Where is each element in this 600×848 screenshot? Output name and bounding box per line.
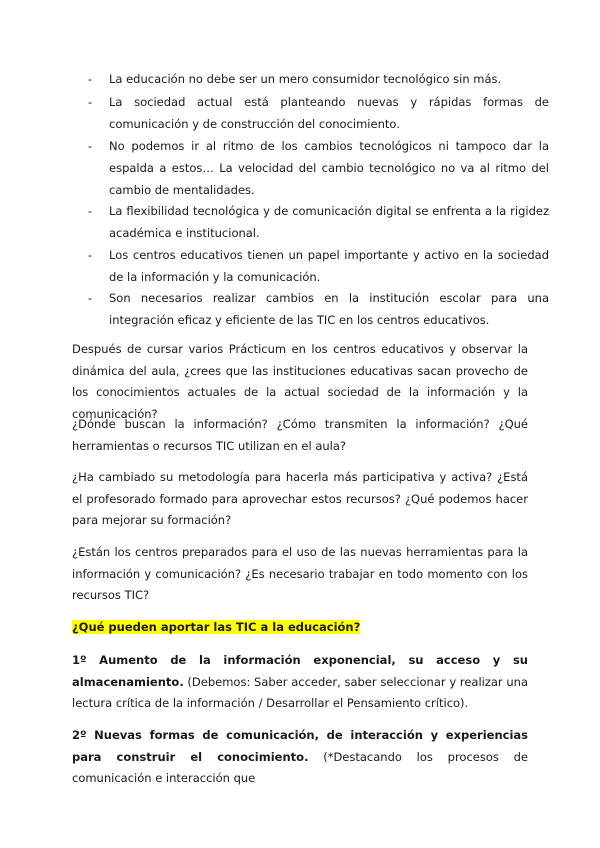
bullet-dash: -	[88, 139, 93, 153]
list-item	[88, 91, 549, 135]
bullet-text: Son necesarios realizar cambios en la institución escolar para una integración eficaz y eficiente de las TIC en los centros educativos.	[109, 291, 549, 327]
bullet-dash: -	[88, 248, 93, 262]
list-item	[88, 200, 549, 244]
list-item	[88, 287, 549, 331]
section-heading	[72, 617, 528, 639]
paragraph: Después de cursar varios Prácticum en los centros educativos y observar la dinámica del aula, ¿crees que las instituciones educativas sacan provecho de los conocimientos actuales de la actual sociedad de la información y la comunicación?	[72, 342, 528, 421]
bullet-dash: -	[88, 291, 93, 305]
list-item	[88, 244, 549, 288]
bullet-dash: -	[88, 95, 93, 109]
highlighted-heading: ¿Qué pueden aportar las TIC a la educación?	[72, 620, 361, 634]
point-1	[72, 650, 528, 715]
list-item	[88, 135, 549, 201]
point-2-title: 2º Nuevas formas de comunicación, de interacción y experiencias para construir el conocimiento.	[72, 728, 528, 764]
point-1-title: 1º Aumento de la información exponencial, su acceso y su almacenamiento.	[72, 653, 528, 689]
bullet-text: La flexibilidad tecnológica y de comunicación digital se enfrenta a la rigidez académica e institucional.	[109, 204, 549, 240]
bullet-text: La educación no debe ser un mero consumidor tecnológico sin más.	[109, 72, 502, 86]
bullet-dash: -	[88, 204, 93, 218]
paragraph: ¿Ha cambiado su metodología para hacerla más participativa y activa? ¿Está el profesorado formado para aprovechar estos recursos? ¿Qué podemos hacer para mejorar su formación?	[72, 470, 528, 527]
bullet-text: Los centros educativos tienen un papel importante y activo en la sociedad de la información y la comunicación.	[109, 248, 549, 284]
paragraph: ¿Dónde buscan la información? ¿Cómo transmiten la información? ¿Qué herramientas o recursos TIC utilizan en el aula?	[72, 417, 528, 453]
bullet-dash: -	[88, 72, 93, 86]
point-1-text: (Debemos: Saber acceder, saber seleccionar y realizar una lectura crítica de la información / Desarrollar el Pensamiento crítico).	[72, 674, 529, 710]
point-2-text: (*Destacando los procesos de comunicación e interacción que	[72, 749, 528, 785]
point-2	[72, 725, 528, 790]
bullet-text: No podemos ir al ritmo de los cambios tecnológicos ni tampoco dar la espalda a estos… La velocidad del cambio tecnológico no va al ritmo del cambio de mentalidades.	[109, 139, 549, 197]
bullet-text: La sociedad actual está planteando nuevas y rápidas formas de comunicación y de construcción del conocimiento.	[109, 95, 549, 131]
paragraph: ¿Están los centros preparados para el uso de las nuevas herramientas para la información y comunicación? ¿Es necesario trabajar en todo momento con los recursos TIC?	[72, 545, 528, 602]
list-item	[88, 68, 549, 90]
